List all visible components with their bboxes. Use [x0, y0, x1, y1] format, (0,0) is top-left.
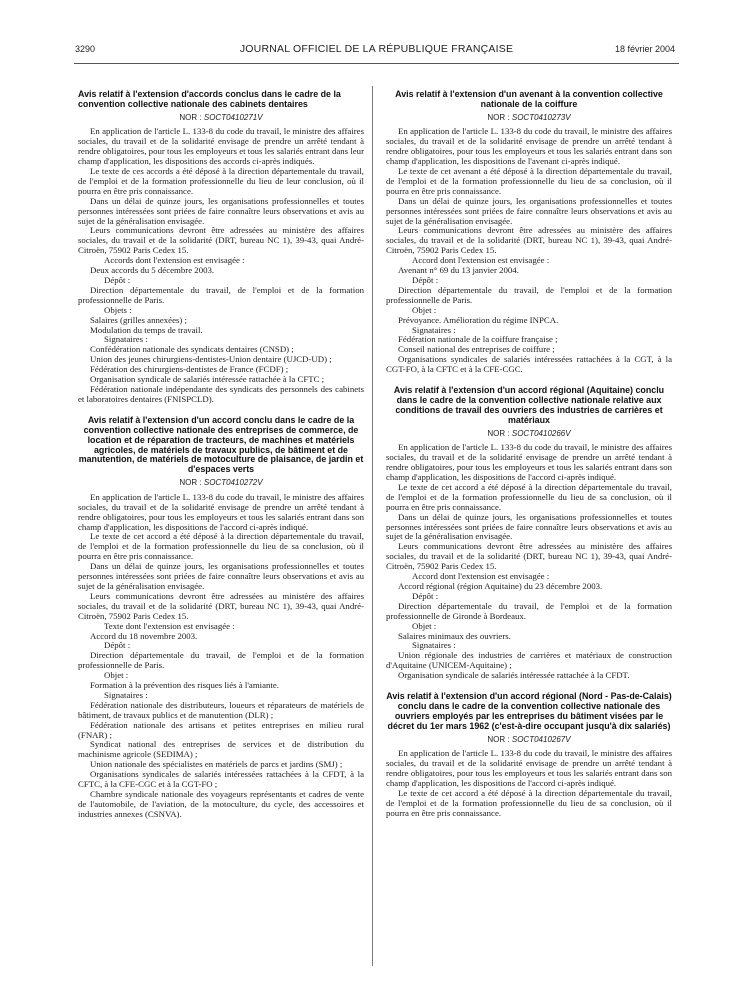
field-value: Accord du 18 novembre 2003. — [90, 630, 198, 641]
field-label: Objets : — [104, 304, 132, 315]
nor-reference — [386, 429, 672, 439]
paragraph: En application de l'article L. 133-8 du code du travail, le ministre des affaires sociales, du travail et de la solidarité envisage de prendre un arrêté tendant à rendre obligatoires, pour tous les employeurs et tous les salariés entrant dans son champ d'application, les dispositions de l'avenant ci-après indiqué. — [386, 126, 672, 167]
field-label: Accords dont l'extension est envisagée : — [104, 255, 245, 266]
field-value: Direction départementale du travail, de l'emploi et de la formation professionnelle de Paris. — [386, 284, 672, 305]
field-label: Signataires : — [412, 324, 456, 335]
paragraph: Leurs communications devront être adressées au ministère des affaires sociales, du travail et de la solidarité (DRT, bureau NC 1), 39-43, quai André-Citroën, 75902 Paris Cedex 15. — [386, 225, 672, 256]
notice-title: Avis relatif à l'extension d'un accord régional (Aquitaine) conclu dans le cadre de la convention collective nationale relative aux conditions de travail des ouvriers des industries de carrières et matériaux — [393, 385, 665, 425]
notice-title: Avis relatif à l'extension d'un accord régional (Nord - Pas-de-Calais) conclu dans le cadre de la convention collective nationale des ouvriers employés par les entreprises du bâtiment visées par le décret du 1er mars 1962 (c'est-à-dire occupant jusqu'à dix salariés) — [386, 691, 672, 731]
paragraph: Le texte de cet accord a été déposé à la direction départementale du travail, de l'emploi et de la formation professionnelle du lieu de sa conclusion, où il pourra en être pris connaissance. — [386, 481, 672, 512]
header-rule — [74, 63, 679, 64]
right-column — [386, 90, 672, 819]
nor-reference — [386, 735, 672, 745]
signatory: Confédération nationale des syndicats dentaires (CNSD) ; — [90, 344, 294, 355]
nor-code: SOCT0410267V — [511, 734, 571, 744]
signatory: Conseil national des entreprises de coiffure ; — [398, 344, 555, 355]
paragraph: Dans un délai de quinze jours, les organisations professionnelles et toutes personnes intéressées sont priées de faire connaître leurs observations et avis au sujet de la généralisation envisagée. — [386, 195, 672, 226]
field-label: Objet : — [412, 304, 437, 315]
signatory: Syndicat national des entreprises de services et de distribution du machinisme agricole (SEDIMA) ; — [78, 739, 364, 760]
nor-code: SOCT0410273V — [511, 112, 571, 122]
nor-label: NOR : — [487, 428, 510, 438]
paragraph: Leurs communications devront être adressées au ministère des affaires sociales, du travail et de la solidarité (DRT, bureau NC 1), 39-43, quai André-Citroën, 75902 Paris Cedex 15. — [78, 225, 364, 256]
paragraph: Dans un délai de quinze jours, les organisations professionnelles et toutes personnes intéressées sont priées de faire connaître leurs observations et avis au sujet de la généralisation envisagée. — [78, 195, 364, 226]
paragraph: Le texte de cet accord a été déposé à la direction départementale du travail, de l'emploi et de la formation professionnelle du lieu de sa conclusion, où il pourra en être pris connaissance. — [386, 787, 672, 818]
signatory: Chambre syndicale nationale des voyageurs représentants et cadres de vente de l'automobile, de l'aviation, de la motoculture, du cycle, des accessoires et industries annexes (CSNVA). — [78, 789, 364, 819]
issue-date: 18 février 2004 — [614, 44, 675, 54]
field-label: Objet : — [412, 620, 437, 631]
notice-title: Avis relatif à l'extension d'un accord conclu dans le cadre de la convention collective nationale des entreprises de commerce, de location et de réparation de tracteurs, de machines et matériels agricoles, de matériels de travaux publics, de bâtiment et de manutention, de matériels de motoculture de plaisance, de jardin et d'espaces verts — [78, 414, 364, 475]
field-value: Avenant n° 69 du 13 janvier 2004. — [398, 265, 519, 276]
paragraph: Dans un délai de quinze jours, les organisations professionnelles et toutes personnes intéressées sont priées de faire connaître leurs observations et avis au sujet de la généralisation envisagée. — [386, 511, 672, 542]
field-label: Texte dont l'extension est envisagée : — [104, 620, 235, 631]
nor-label: NOR : — [487, 734, 510, 744]
signatory: Union des jeunes chirurgiens-dentistes-Union dentaire (UJCD-UD) ; — [90, 354, 332, 365]
nor-reference — [78, 478, 364, 488]
field-value: Accord régional (région Aquitaine) du 23 décembre 2003. — [398, 580, 603, 591]
field-value: Direction départementale du travail, de l'emploi et de la formation professionnelle de Paris. — [78, 650, 364, 671]
signatory: Union nationale des spécialistes en matériels de parcs et jardins (SMJ) ; — [90, 759, 343, 770]
left-column — [78, 90, 364, 820]
signatory: Fédération nationale des artisans et petites entreprises en milieu rural (FNAR) ; — [78, 719, 364, 740]
nor-code: SOCT0410272V — [203, 478, 263, 488]
paragraph: En application de l'article L. 133-8 du code du travail, le ministre des affaires sociales, du travail et de la solidarité envisage de prendre un arrêté tendant à rendre obligatoires, pour tous les employeurs et tous les salariés entrant dans leur champ d'application, les dispositions des accords ci-après indiqués. — [78, 126, 364, 167]
paragraph: Le texte de cet accord a été déposé à la direction départementale du travail, de l'emploi et de la formation professionnelle du lieu de sa conclusion, où il pourra en être pris connaissance. — [78, 531, 364, 562]
page-number: 3290 — [75, 44, 96, 54]
signatory: Organisation syndicale de salariés intéressée rattachée à la CFDT. — [398, 670, 630, 681]
paragraph: Leurs communications devront être adressées au ministère des affaires sociales, du travail et de la solidarité (DRT, bureau NC 1), 39-43, quai André-Citroën, 75902 Paris Cedex 15. — [78, 590, 364, 621]
notice-title: Avis relatif à l'extension d'un avenant à la convention collective nationale de la coiffure — [395, 89, 663, 109]
paragraph: En application de l'article L. 133-8 du code du travail, le ministre des affaires sociales, du travail et de la solidarité envisage de prendre un arrêté tendant à rendre obligatoires, pour tous les employeurs et tous les salariés entrant dans son champ d'application, les dispositions de l'accord ci-après indiqué. — [386, 748, 672, 788]
notice-title: Avis relatif à l'extension d'accords conclus dans le cadre de la convention collective nationale des cabinets dentaires — [78, 89, 341, 109]
field-value: Salaires (grilles annexées) ; — [90, 314, 187, 325]
field-value: Direction départementale du travail, de l'emploi et de la formation professionnelle de Paris. — [78, 284, 364, 305]
nor-label: NOR : — [487, 112, 510, 122]
paragraph: Dans un délai de quinze jours, les organisations professionnelles et toutes personnes intéressées sont priées de faire connaître leurs observations et avis au sujet de la généralisation envisagée. — [78, 561, 364, 591]
field-value: Modulation du temps de travail. — [90, 324, 203, 335]
nor-reference — [78, 113, 364, 123]
notice-tracteurs-machines-agricoles — [78, 416, 364, 820]
field-value: Formation à la prévention des risques liés à l'amiante. — [90, 680, 279, 691]
paragraph: En application de l'article L. 133-8 du code du travail, le ministre des affaires sociales, du travail et de la solidarité envisage de prendre un arrêté tendant à rendre obligatoires, pour tous les employeurs et tous les salariés entrant dans son champ d'application, les dispositions de l'accord ci-après indiqué. — [78, 491, 364, 532]
field-label: Dépôt : — [104, 640, 131, 651]
notice-batiment-nord-pas-de-calais — [386, 692, 672, 819]
field-label: Accord dont l'extension est envisagée : — [412, 571, 550, 582]
notice-coiffure — [386, 90, 672, 375]
field-value: Deux accords du 5 décembre 2003. — [90, 265, 215, 276]
signatory: Fédération nationale des distributeurs, loueurs et réparateurs de matériels de bâtiment, de travaux publics et de manutention (DLR) ; — [78, 699, 364, 720]
nor-reference — [386, 113, 672, 123]
paragraph: En application de l'article L. 133-8 du code du travail, le ministre des affaires sociales, du travail et de la solidarité envisage de prendre un arrêté tendant à rendre obligatoires, pour tous les employeurs et tous les salariés entrant dans son champ d'application, les dispositions de l'accord ci-après indiqué. — [386, 442, 672, 482]
notice-cabinets-dentaires — [78, 90, 364, 405]
notice-carrieres-aquitaine — [386, 386, 672, 681]
field-value: Prévoyance. Amélioration du régime INPCA. — [398, 314, 559, 325]
signatory: Organisations syndicales de salariés intéressées rattachées à la CGT, à la CGT-FO, à la CFTC et à la CFE-CGC. — [386, 354, 672, 375]
nor-label: NOR : — [179, 112, 202, 122]
field-value: Salaires minimaux des ouvriers. — [398, 630, 511, 641]
signatory: Fédération nationale indépendante des syndicats des personnels des cabinets et laboratoires dentaires (FNISPCLD). — [78, 383, 364, 404]
signatory: Organisation syndicale de salariés intéressée rattachée à la CFTC ; — [90, 374, 325, 385]
paragraph: Leurs communications devront être adressées au ministère des affaires sociales, du travail et de la solidarité (DRT, bureau NC 1), 39-43, quai André-Citroën, 75902 Paris Cedex 15. — [386, 541, 672, 572]
journal-title: JOURNAL OFFICIEL DE LA RÉPUBLIQUE FRANÇAISE — [239, 43, 514, 55]
paragraph: Le texte de cet avenant a été déposé à la direction départementale du travail, de l'emploi et de la formation professionnelle du lieu de sa conclusion, où il pourra en être pris connaissance. — [386, 166, 672, 196]
signatory: Fédération des chirurgiens-dentistes de France (FCDF) ; — [90, 364, 289, 375]
nor-label: NOR : — [179, 478, 202, 488]
field-label: Dépôt : — [412, 275, 439, 285]
field-value: Direction départementale du travail, de l'emploi et de la formation professionnelle de Gironde à Bordeaux. — [386, 600, 672, 621]
signatory: Fédération nationale de la coiffure française ; — [398, 334, 558, 345]
signatory: Union régionale des industries de carrières et matériaux de construction d'Aquitaine (UNICEM-Aquitaine) ; — [386, 650, 672, 671]
field-label: Dépôt : — [104, 275, 131, 285]
paragraph: Le texte de ces accords a été déposé à la direction départementale du travail, de l'emploi et de la formation professionnelle du lieu de leur conclusion, où il pourra en être pris connaissance. — [78, 166, 364, 196]
signatory: Organisations syndicales de salariés intéressées rattachées à la CFDT, à la CFTC, à la CFE-CGC et à la CGT-FO ; — [78, 769, 364, 790]
field-label: Signataires : — [104, 689, 148, 700]
field-label: Objet : — [104, 670, 129, 681]
field-label: Accord dont l'extension est envisagée : — [412, 255, 550, 266]
nor-code: SOCT0410266V — [511, 428, 571, 438]
column-divider — [372, 86, 373, 966]
field-label: Signataires : — [104, 334, 148, 345]
nor-code: SOCT0410271V — [203, 112, 263, 122]
field-label: Signataires : — [412, 640, 456, 651]
field-label: Dépôt : — [412, 590, 439, 601]
